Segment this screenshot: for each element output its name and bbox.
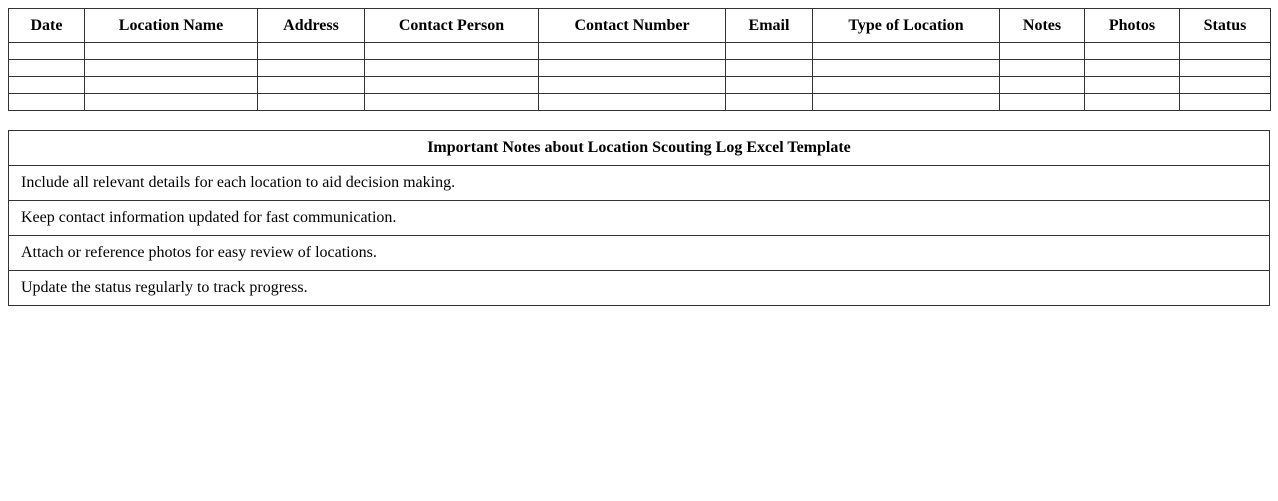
notes-title: Important Notes about Location Scouting Log Excel Template bbox=[9, 131, 1270, 166]
table-cell[interactable] bbox=[813, 43, 1000, 60]
table-cell[interactable] bbox=[539, 77, 726, 94]
table-cell[interactable] bbox=[9, 60, 85, 77]
table-cell[interactable] bbox=[365, 43, 539, 60]
table-cell[interactable] bbox=[813, 60, 1000, 77]
column-header-type-of-location: Type of Location bbox=[813, 9, 1000, 43]
table-cell[interactable] bbox=[539, 94, 726, 111]
table-cell[interactable] bbox=[1180, 77, 1271, 94]
table-cell[interactable] bbox=[1180, 60, 1271, 77]
table-cell[interactable] bbox=[1180, 94, 1271, 111]
note-text: Attach or reference photos for easy review of locations. bbox=[9, 236, 1270, 271]
column-header-status: Status bbox=[1180, 9, 1271, 43]
table-cell[interactable] bbox=[1000, 43, 1085, 60]
table-cell[interactable] bbox=[258, 43, 365, 60]
table-cell[interactable] bbox=[813, 94, 1000, 111]
note-text: Keep contact information updated for fast communication. bbox=[9, 201, 1270, 236]
column-header-email: Email bbox=[726, 9, 813, 43]
page-content bbox=[8, 8, 1270, 306]
table-cell[interactable] bbox=[258, 60, 365, 77]
table-cell[interactable] bbox=[539, 43, 726, 60]
column-header-date: Date bbox=[9, 9, 85, 43]
column-header-photos: Photos bbox=[1085, 9, 1180, 43]
table-cell[interactable] bbox=[85, 43, 258, 60]
note-row bbox=[9, 236, 1270, 271]
table-cell[interactable] bbox=[9, 43, 85, 60]
table-cell[interactable] bbox=[85, 60, 258, 77]
column-header-location-name: Location Name bbox=[85, 9, 258, 43]
column-header-contact-number: Contact Number bbox=[539, 9, 726, 43]
table-cell[interactable] bbox=[1085, 77, 1180, 94]
table-cell[interactable] bbox=[365, 94, 539, 111]
column-header-notes: Notes bbox=[1000, 9, 1085, 43]
table-cell[interactable] bbox=[726, 60, 813, 77]
note-row bbox=[9, 201, 1270, 236]
table-cell[interactable] bbox=[813, 77, 1000, 94]
table-cell[interactable] bbox=[258, 94, 365, 111]
note-text: Include all relevant details for each location to aid decision making. bbox=[9, 166, 1270, 201]
column-header-address: Address bbox=[258, 9, 365, 43]
table-cell[interactable] bbox=[726, 94, 813, 111]
notes-header-row bbox=[9, 131, 1270, 166]
table-cell[interactable] bbox=[1180, 43, 1271, 60]
table-cell[interactable] bbox=[539, 60, 726, 77]
table-cell[interactable] bbox=[1000, 77, 1085, 94]
table-row bbox=[9, 94, 1271, 111]
table-row bbox=[9, 43, 1271, 60]
table-cell[interactable] bbox=[726, 77, 813, 94]
table-header-row bbox=[9, 9, 1271, 43]
table-cell[interactable] bbox=[1085, 60, 1180, 77]
table-cell[interactable] bbox=[1000, 60, 1085, 77]
table-cell[interactable] bbox=[365, 77, 539, 94]
table-cell[interactable] bbox=[85, 77, 258, 94]
column-header-contact-person: Contact Person bbox=[365, 9, 539, 43]
table-cell[interactable] bbox=[365, 60, 539, 77]
table-row bbox=[9, 77, 1271, 94]
table-row bbox=[9, 60, 1271, 77]
table-cell[interactable] bbox=[1085, 43, 1180, 60]
note-text: Update the status regularly to track progress. bbox=[9, 271, 1270, 306]
table-cell[interactable] bbox=[258, 77, 365, 94]
table-cell[interactable] bbox=[85, 94, 258, 111]
table-cell[interactable] bbox=[9, 77, 85, 94]
table-cell[interactable] bbox=[1000, 94, 1085, 111]
note-row bbox=[9, 166, 1270, 201]
table-cell[interactable] bbox=[9, 94, 85, 111]
location-scouting-log-table bbox=[8, 8, 1271, 111]
note-row bbox=[9, 271, 1270, 306]
important-notes-table bbox=[8, 130, 1270, 306]
table-cell[interactable] bbox=[726, 43, 813, 60]
table-cell[interactable] bbox=[1085, 94, 1180, 111]
